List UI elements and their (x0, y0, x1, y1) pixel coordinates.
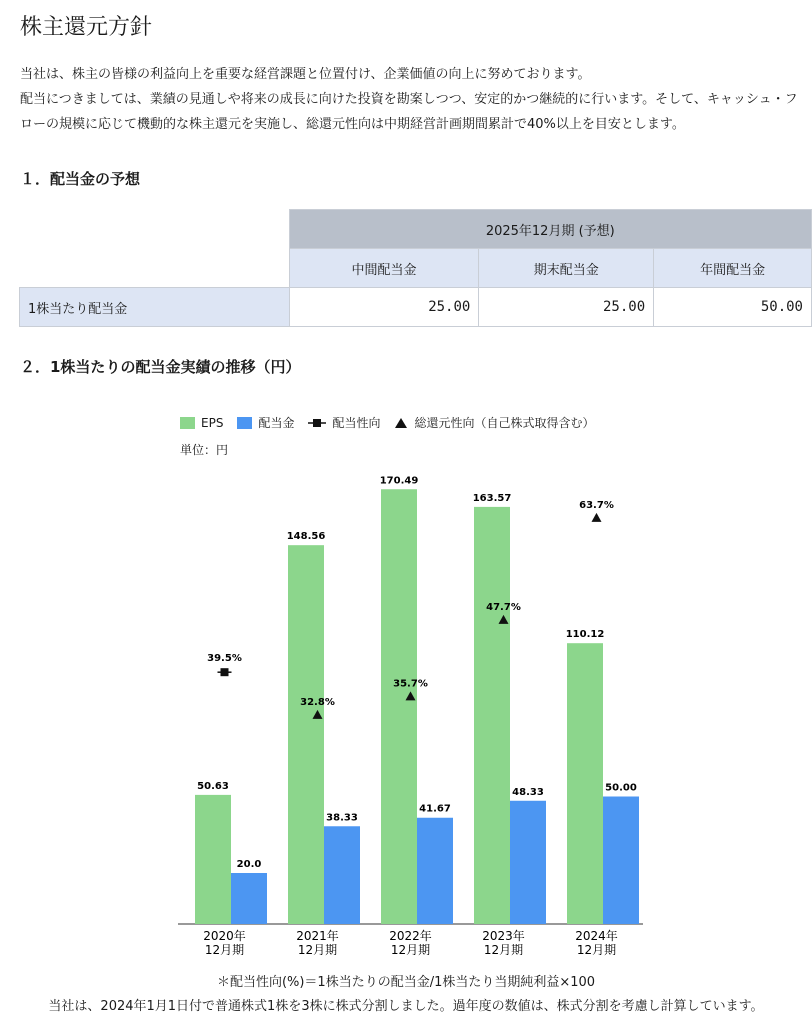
total-return-ratio-label: 35.7% (393, 678, 428, 690)
x-tick-label: 2021年 12月期 (296, 929, 339, 957)
total-return-ratio-label: 32.8% (300, 696, 335, 708)
chart-unit-label: 単位：円 (180, 443, 229, 457)
data-label-eps: 50.63 (197, 780, 229, 792)
legend-label-dividend: 配当金 (258, 416, 295, 430)
legend-label-payout-ratio: 配当性向 (332, 416, 381, 430)
data-label-dividend: 48.33 (512, 786, 544, 798)
bar-eps (195, 795, 231, 924)
bar-eps (381, 489, 417, 924)
value-annual: 50.00 (654, 288, 812, 327)
value-interim: 25.00 (289, 288, 479, 327)
bar-dividend (417, 818, 453, 924)
intro-paragraph-1: 当社は、株主の皆様の利益向上を重要な経営課題と位置付け、企業価値の向上に努めております。 (20, 67, 591, 82)
bar-dividend (231, 873, 267, 924)
value-year-end: 25.00 (479, 288, 654, 327)
note-stock-split: 当社は、2024年1月1日付で普通株式1株を3株に株式分割しました。過年度の数値は、株式分割を考慮し計算しています。 (48, 999, 764, 1014)
page-title: 株主還元方針 (20, 15, 153, 40)
column-header-year-end: 期末配当金 (479, 249, 654, 288)
section-heading-dividend-forecast: １．配当金の予想 (20, 170, 141, 188)
bar-eps (567, 643, 603, 924)
bar-eps (474, 507, 510, 924)
data-label-eps: 148.56 (286, 531, 326, 543)
data-label-dividend: 20.0 (236, 859, 262, 870)
total-return-ratio-marker (592, 513, 602, 522)
data-label-eps: 170.49 (379, 475, 419, 487)
data-label-dividend: 50.00 (605, 782, 637, 794)
data-label-eps: 163.57 (472, 492, 512, 504)
legend-label-total-return-ratio: 総還元性向（自己株式取得含む） (414, 416, 595, 430)
row-label-dividend-per-share: 1株当たり配当金 (20, 288, 290, 327)
table-period-header: 2025年12月期 (予想) (289, 210, 811, 249)
x-tick-label: 2024年 12月期 (575, 929, 618, 957)
data-label-dividend: 38.33 (326, 812, 358, 824)
data-label-dividend: 41.67 (419, 803, 451, 815)
x-tick-label: 2022年 12月期 (389, 929, 432, 957)
bar-dividend (603, 797, 639, 925)
bar-eps (288, 545, 324, 924)
x-tick-label: 2023年 12月期 (482, 929, 525, 957)
column-header-interim: 中間配当金 (289, 249, 479, 288)
section-heading-dividend-history: ２．1株当たりの配当金実績の推移（円） (20, 358, 301, 376)
total-return-ratio-label: 47.7% (486, 601, 521, 613)
intro-paragraph-2: 配当につきましては、業績の見通しや将来の成長に向けた投資を勘案しつつ、安定的かつ継続的に行います。そして、キャッシュ・フローの規模に応じて機動的な株主還元を実施し、総還元性向は中期経営計画期間累計で40%以上を目安とします。 (20, 92, 798, 132)
total-return-ratio-label: 63.7% (579, 499, 614, 511)
data-label-eps: 110.12 (565, 629, 605, 641)
x-tick-label: 2020年 12月期 (203, 929, 246, 957)
note-payout-ratio-definition: ＊配当性向(%)＝1株当たりの配当金/1株当たり当期純利益×100 (216, 975, 596, 990)
bar-dividend (324, 826, 360, 924)
payout-ratio-label: 39.5% (207, 653, 242, 665)
legend-label-eps: EPS (201, 415, 224, 430)
bar-dividend (510, 801, 546, 924)
payout-ratio-marker (221, 668, 229, 676)
column-header-annual: 年間配当金 (654, 249, 812, 288)
